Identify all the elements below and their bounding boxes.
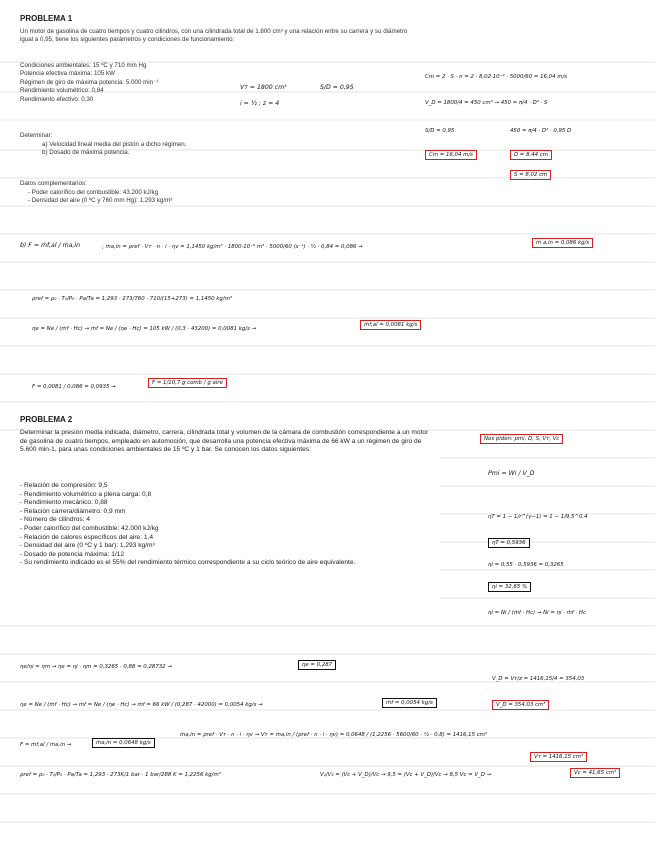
list-item: Rendimiento efectivo: 0,30	[20, 95, 94, 103]
hw-vd-box: V_D = 354,03 cm³	[492, 700, 549, 710]
hw-cm-equation: Cm = 2 · S · n = 2 · 8,02·10⁻² · 5000/60 = 16,04 m/s	[425, 74, 568, 80]
hw-thermal-eff-box: ηT = 0,5936	[488, 538, 530, 548]
hw-vd: V_D = Vт/z = 1416,15/4 = 354,03	[492, 676, 585, 682]
hw-thermal-eff: ηT = 1 − 1/r^(γ−1) = 1 − 1/9,5^0,4	[488, 514, 588, 520]
hw-given-vt: Vт = 1800 cm³	[240, 84, 287, 91]
list-item: Potencia efectiva máxima: 105 kW	[20, 70, 115, 78]
hw-mech-eff: ηe/ηi = ηm → ηe = ηi · ηm = 0,3265 · 0,88 = 0,28732 →	[20, 664, 172, 670]
problem-1-conditions	[20, 62, 250, 104]
list-item: a) Velocidad lineal media del pistón a dicho régimen.	[42, 141, 187, 148]
list-item: - Densidad del aire (0 ºC y 760 mm Hg): 1,293 kg/m³	[28, 197, 173, 205]
extra-data-list	[28, 189, 328, 206]
hw-indicated-eff: ηi = 0,55 · 0,5936 = 0,3265	[488, 562, 564, 568]
determine-list	[42, 141, 342, 158]
hw-rho-ref: ρref = ρ₀ · T₀/P₀ · Pa/Ta = 1,293 · 273/760 · 710/(15+273) = 1,1450 kg/m³	[32, 296, 233, 302]
list-item: - Poder calorífico del combustible: 42.000 kJ/kg	[20, 524, 159, 532]
list-item: - Poder calorífico del combustible: 43.200 kJ/kg	[28, 189, 159, 196]
hw-asked-box: Nos piden: pmi, D, S, Vт, Vc	[480, 434, 563, 444]
list-item: - Número de cilindros: 4	[20, 516, 90, 524]
hw-vt-box: Vт = 1416,15 cm³	[530, 752, 587, 762]
list-item: - Dosado de potencia máxima: 1/12	[20, 550, 125, 558]
hw-given-i: i = ½ ; z = 4	[240, 100, 280, 107]
list-item: Régimen de giro de máxima potencia: 5.000 min⁻¹	[20, 78, 159, 86]
extra-data-label: Datos complementarios:	[20, 180, 87, 187]
list-item: - Relación de calores específicos del aire: 1,4	[20, 533, 154, 541]
hw-s-result-box: S = 8,02 cm	[510, 170, 551, 180]
list-item: - Rendimiento mecánico: 0,88	[20, 499, 108, 507]
hw-indicated-eff-box: ηi = 32,65 %	[488, 582, 531, 592]
hw-b-mass-air: ; ṁa,in = ρref · Vт · n · i · ηv = 1,1450 kg/m³ · 1800·10⁻⁶ m³ · 5000/60 (s⁻¹) · ½ · 0,84 = 0,086 →	[102, 244, 363, 250]
hw-d-result-box: D = 8,44 cm	[510, 150, 552, 160]
hw-given-sd: S/D = 0,95	[320, 84, 354, 91]
problem-2-title: PROBLEMA 2	[20, 415, 73, 424]
hw-vc-equation: V₁/V₂ = (Vc + V_D)/Vc → 9,5 = (Vc + V_D)/Vc → 8,5 Vc = V_D →	[320, 772, 492, 778]
hw-ne-equation: ηe = Ne / (ṁf · Hc) → ṁf = Ne / (ηe · Hc) = 105 kW / (0,3 · 43200) = 0,0081 kg/s →	[32, 326, 257, 332]
list-item: - Densidad del aire (0 ºC y 1 bar): 1,293 kg/m³	[20, 542, 155, 550]
problem-2-statement: Determinar la presión media indicada, diámetro, carrera, cilindrada total y volumen de la cámara de combustión correspondiente a un motor de gasolina de cuatro tiempos, empleado en automoción, que desarrolla una potencia efectiva máxima de 66 kW a un régimen de giro de 5.600 min-1, para unas condiciones ambientales de 15 ºC y 1 bar. Se conocen los datos siguientes:	[20, 429, 429, 454]
hw-b-mass-air-box: ṁ a,in = 0,086 kg/s	[532, 238, 593, 248]
hw-f-calc: F = 0,0081 / 0,086 = 0,0935 →	[32, 384, 116, 390]
determine-label: Determinar:	[20, 132, 53, 139]
hw-pmi: Pmi = Wi / V_D	[488, 470, 535, 477]
hw-f-result-box: F = 1/10,7 g comb / g aire	[148, 378, 227, 388]
hw-indicated-power: ηi = Ni / (ṁf · Hc) → Ni = ηi · ṁf · Hc	[488, 610, 586, 616]
list-item: Condiciones ambientales: 15 ºC y 710 mm Hg	[20, 62, 147, 69]
hw-vd-equation: V_D = 1800/4 = 450 cm³ → 450 = π/4 · D² · S	[425, 100, 548, 106]
list-item: b) Dosado de máxima potencia.	[42, 149, 130, 157]
hw-rho-ref-2: ρref = ρ₀ · T₀/P₀ · Pa/Ta = 1,293 · 273K/1 bar · 1 bar/288 K = 1,2256 kg/m³	[20, 772, 221, 778]
hw-sd-relation: S/D = 0,95	[425, 128, 455, 134]
problem-1-statement: Un motor de gasolina de cuatro tiempos y cuatro cilindros, con una cilindrada total de 1.800 cm³ y una relación entre su carrera y su diámetro igual a 0,95, tiene los siguientes parámetros y condiciones de funcionamiento:	[20, 28, 408, 44]
hw-sd-relation-2: 450 = π/4 · D³ · 0,95 D	[510, 128, 572, 134]
problem-2-data-list	[20, 482, 430, 568]
hw-f-def: F = ṁf,al / ṁa,in →	[20, 742, 72, 748]
hw-mech-eff-box: ηe = 0,287	[298, 660, 336, 670]
list-item: - Su rendimiento indicado es el 55% del rendimiento térmico correspondiente a su ciclo teórico de aire equivalente.	[20, 559, 356, 567]
hw-fuel-mass-box: ṁf,al = 0,0081 kg/s	[360, 320, 421, 330]
hw-fuel-flow-box: ṁf = 0,0054 kg/s	[382, 698, 437, 708]
hw-vc-box: Vc = 41,65 cm³	[570, 768, 620, 778]
hw-fuel-flow: ηe = Ne / (ṁf · Hc) → ṁf = Ne / (ηe · Hc) → ṁf = 66 kW / (0,287 · 42000) = 0,0054 kg/s →	[20, 702, 263, 708]
hw-b-dosado: b) F = ṁf,al / ṁa,in	[20, 242, 81, 249]
hw-vt-equation: ṁa,in = ρref · Vт · n · i · ηv → Vт = ṁa,in / (ρref · n · i · ηv) = 0,0648 / (1,2256 · 5600/60 · ½ · 0,8) = 1416,15 cm³	[180, 732, 488, 738]
problem-1-title: PROBLEMA 1	[20, 14, 73, 23]
hw-air-mass-box: ṁa,in = 0,0648 kg/s	[92, 738, 155, 748]
list-item: - Relación carrera/diámetro: 0,9 mm	[20, 507, 126, 515]
list-item: Rendimiento volumétrico: 0,84	[20, 87, 104, 95]
hw-cm-result-box: Cm = 16,04 m/s	[425, 150, 477, 160]
list-item: - Relación de compresión: 9,5	[20, 482, 108, 489]
list-item: - Rendimiento volumétrico a plena carga: 0,8	[20, 490, 152, 498]
